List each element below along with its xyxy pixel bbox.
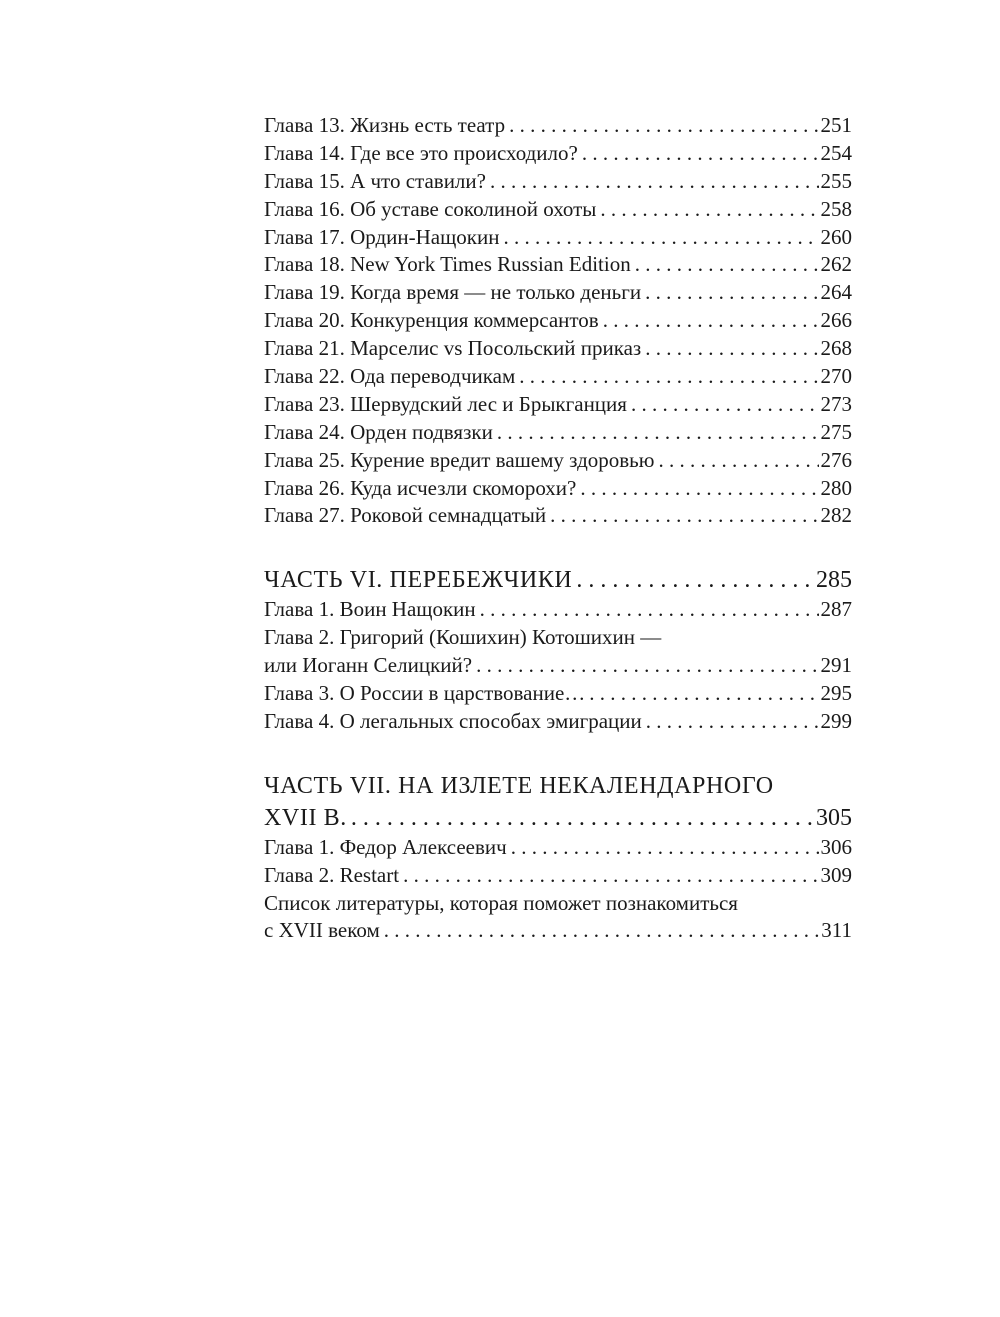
toc-entry[interactable] — [264, 363, 852, 391]
entry-title: с XVII веком — [264, 918, 380, 943]
toc-entry[interactable] — [264, 140, 852, 168]
entry-title: Глава 22. Ода переводчикам — [264, 364, 516, 389]
entry-title-line[interactable]: Список литературы, которая поможет познакомиться — [264, 890, 738, 915]
dot-leader — [499, 224, 818, 252]
page-number: 270 — [820, 364, 852, 389]
entry-title: Глава 16. Об уставе соколиной охоты — [264, 196, 597, 221]
entry-title: Глава 24. Орден подвязки — [264, 419, 493, 444]
toc-entry[interactable] — [264, 708, 852, 736]
page-number: 305 — [816, 804, 852, 831]
entry-title: Глава 14. Где все это происходило? — [264, 140, 578, 165]
dot-leader — [486, 168, 819, 196]
toc-entry[interactable] — [264, 279, 852, 307]
toc-entry[interactable] — [264, 917, 852, 945]
dot-leader — [641, 279, 818, 307]
page-number: 268 — [820, 336, 852, 361]
dot-leader — [472, 652, 818, 680]
entry-title: Глава 25. Курение вредит вашему здоровью — [264, 447, 655, 472]
entry-title-line[interactable]: Глава 2. Григорий (Кошихин) Котошихин — — [264, 625, 662, 650]
dot-leader — [572, 564, 814, 596]
table-of-contents — [264, 112, 852, 945]
toc-entry[interactable] — [264, 834, 852, 862]
toc-entry[interactable] — [264, 652, 852, 680]
page-number: 264 — [820, 280, 852, 305]
toc-entry[interactable] — [264, 596, 852, 624]
entry-title: Глава 15. А что ставили? — [264, 168, 486, 193]
entry-title: Глава 26. Куда исчезли скоморохи? — [264, 475, 577, 500]
dot-leader — [654, 447, 818, 475]
page-number: 262 — [820, 252, 852, 277]
page-number: 299 — [820, 708, 852, 733]
dot-leader — [585, 680, 818, 708]
page-number: 291 — [820, 653, 852, 678]
page-number: 311 — [821, 918, 852, 943]
page-number: 280 — [820, 475, 852, 500]
entry-title: Глава 2. Restart — [264, 862, 400, 887]
toc-entry[interactable] — [264, 680, 852, 708]
toc-entry[interactable] — [264, 112, 852, 140]
dot-leader — [627, 391, 819, 419]
part-heading[interactable] — [264, 564, 852, 596]
entry-title: Глава 3. О России в царствование… — [264, 681, 586, 706]
entry-title: Глава 17. Ордин-Нащокин — [264, 224, 500, 249]
dot-leader — [578, 140, 819, 168]
page-number: 255 — [820, 168, 852, 193]
toc-entry[interactable] — [264, 307, 852, 335]
entry-title: Глава 21. Марселис vs Посольский приказ — [264, 336, 642, 361]
entry-title: Глава 27. Роковой семнадцатый — [264, 503, 547, 528]
dot-leader — [380, 917, 819, 945]
page-number: 309 — [820, 862, 852, 887]
page-number: 251 — [820, 113, 852, 137]
section-spacer — [264, 736, 852, 770]
dot-leader — [599, 307, 819, 335]
dot-leader — [631, 251, 819, 279]
page-number: 287 — [820, 597, 852, 622]
toc-entry[interactable] — [264, 251, 852, 279]
dot-leader — [641, 335, 818, 363]
page-number: 266 — [820, 308, 852, 333]
toc-entry[interactable] — [264, 502, 852, 530]
dot-leader — [546, 502, 818, 530]
dot-leader — [399, 862, 818, 890]
page-number: 254 — [820, 140, 852, 165]
toc-entry[interactable] — [264, 391, 852, 419]
toc-entry[interactable] — [264, 447, 852, 475]
part-title-line[interactable]: ЧАСТЬ VII. НА ИЗЛЕТЕ НЕКАЛЕНДАРНОГО — [264, 772, 774, 799]
page-number: 276 — [820, 447, 852, 472]
toc-entry[interactable] — [264, 196, 852, 224]
toc-entry[interactable] — [264, 224, 852, 252]
page-number: 258 — [820, 196, 852, 221]
dot-leader — [642, 708, 819, 736]
dot-leader — [505, 112, 818, 140]
dot-leader — [576, 475, 818, 503]
entry-title: Глава 19. Когда время — не только деньги — [264, 280, 642, 305]
entry-title: Глава 18. New York Times Russian Edition — [264, 252, 631, 277]
page-number: 306 — [820, 834, 852, 859]
entry-title: Глава 4. О легальных способах эмиграции — [264, 708, 642, 733]
page-number: 260 — [820, 224, 852, 249]
part-heading[interactable] — [264, 802, 852, 834]
dot-leader — [596, 196, 818, 224]
part-title: XVII В. — [264, 804, 347, 831]
dot-leader — [493, 419, 819, 447]
toc-entry[interactable] — [264, 475, 852, 503]
entry-title: Глава 23. Шервудский лес и Брыкганция — [264, 391, 627, 416]
page-number: 285 — [816, 567, 852, 594]
entry-title: Глава 1. Воин Нащокин — [264, 597, 476, 622]
entry-title: Глава 13. Жизнь есть театр — [264, 113, 506, 137]
dot-leader — [515, 363, 818, 391]
page-number: 273 — [820, 391, 852, 416]
entry-title: Глава 20. Конкуренция коммерсантов — [264, 308, 599, 333]
dot-leader — [476, 596, 819, 624]
dot-leader — [347, 802, 814, 834]
entry-title: или Иоганн Селицкий? — [264, 653, 473, 678]
dot-leader — [507, 834, 819, 862]
toc-entry[interactable] — [264, 419, 852, 447]
toc-entry[interactable] — [264, 168, 852, 196]
toc-entry[interactable] — [264, 862, 852, 890]
page-number: 275 — [820, 419, 852, 444]
page-number: 282 — [820, 503, 852, 528]
toc-entry[interactable] — [264, 335, 852, 363]
part-title: ЧАСТЬ VI. ПЕРЕБЕЖЧИКИ — [264, 567, 573, 594]
section-spacer — [264, 530, 852, 564]
entry-title: Глава 1. Федор Алексеевич — [264, 834, 507, 859]
page-number: 295 — [820, 681, 852, 706]
